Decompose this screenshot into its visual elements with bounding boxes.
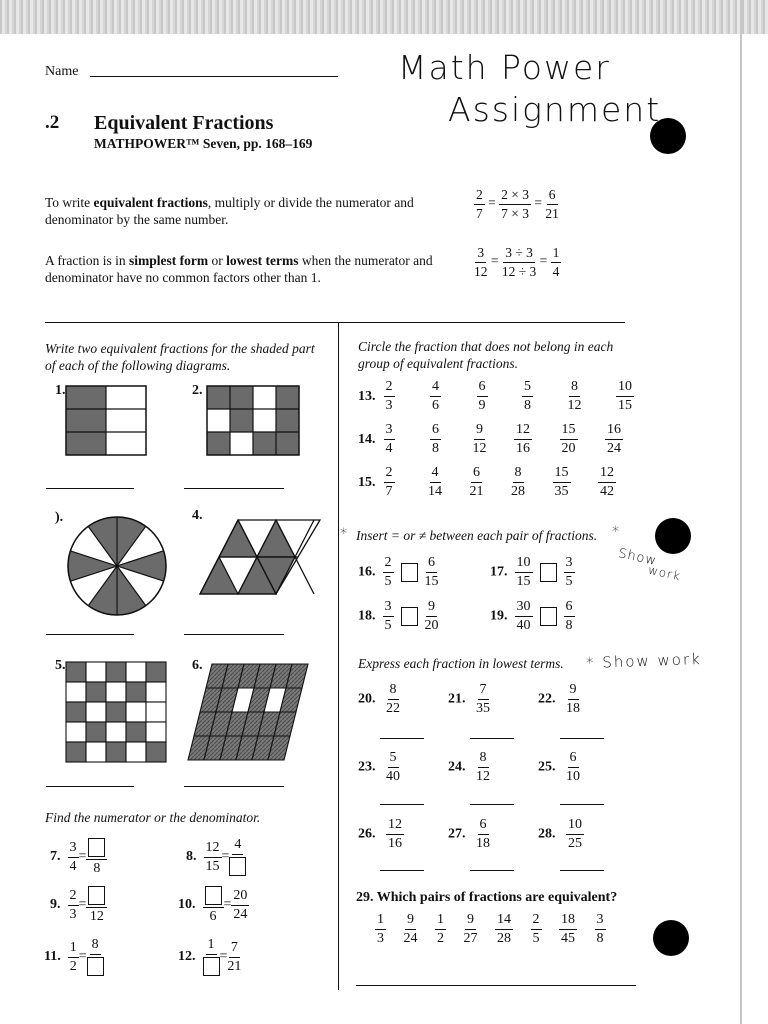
group-14: 14. $\frac{3}{4}$ $\frac{6}{8}$ $\frac{9}{12}$ $\frac{12}{16}$ $\frac{15}{20}$ $\frac{16}{24}$: [358, 422, 621, 456]
rule1-text: To write equivalent fractions, multiply or divide the numerator and denominator by the same number.: [45, 195, 414, 227]
diagram-3-circle: [67, 516, 167, 616]
answer-line-5[interactable]: [46, 786, 134, 787]
scan-right-edge: [740, 0, 742, 1024]
find-item-12: 12. 1 = $\frac{7}{21}$: [178, 938, 241, 976]
column-divider: [338, 322, 339, 990]
find-item-10: 10. 6 = $\frac{20}{24}$: [178, 887, 248, 924]
diagram-1-rectangle: [66, 386, 146, 456]
q29-fractions: $\frac{1}{3}$ $\frac{9}{24}$ $\frac{1}{2}$ $\frac{9}{27}$ $\frac{14}{28}$ $\frac{2}{5}$ $\frac{18}{45}$ $\frac{3}{8}$: [377, 912, 604, 946]
answer-line-21[interactable]: [470, 738, 514, 739]
punch-hole-bottom: [653, 920, 689, 956]
diagram-label-1: 1.: [55, 383, 66, 398]
lowest-item-25: 25. $\frac{6}{10}$: [538, 750, 580, 784]
relation-box-17[interactable]: [540, 563, 557, 582]
handwritten-title-line1: Math Power: [398, 48, 611, 87]
answer-line-23[interactable]: [380, 804, 424, 805]
find-item-11: 11. $\frac{1}{2}$ = 8: [44, 938, 104, 976]
answer-box-11[interactable]: [87, 957, 104, 976]
handwritten-show-work-3: * Show work: [585, 649, 703, 673]
name-label: Name: [45, 64, 79, 79]
answer-line-26[interactable]: [380, 870, 424, 871]
diagram-label-6: 6.: [192, 658, 203, 673]
punch-hole-middle: [655, 518, 691, 554]
pair-18: 18. $\frac{3}{5}$ $\frac{9}{20}$: [358, 599, 439, 633]
rule2-example: $\frac{3}{12}$ = $\frac{3 \div 3}{12 \div 3}$ = $\frac{1}{4}$: [474, 245, 560, 279]
pair-19: 19. $\frac{30}{40}$ $\frac{6}{8}$: [490, 599, 573, 633]
diagram-label-5: 5.: [55, 658, 66, 673]
lowest-item-20: 20. $\frac{8}{22}$: [358, 682, 400, 716]
answer-line-24[interactable]: [470, 804, 514, 805]
answer-box-12[interactable]: [203, 957, 220, 976]
answer-box-9[interactable]: [88, 886, 105, 905]
answer-box-8[interactable]: [229, 857, 246, 876]
instruction-circle-fraction: Circle the fraction that does not belong in each group of equivalent fractions.: [358, 339, 614, 371]
pair-16: 16. $\frac{2}{5}$ $\frac{6}{15}$: [358, 555, 439, 589]
answer-line-25[interactable]: [560, 804, 604, 805]
group-15: 15. $\frac{2}{7}$ $\frac{4}{14}$ $\frac{6}{21}$ $\frac{8}{28}$ $\frac{15}{35}$ $\frac{12}{42}$: [358, 465, 614, 499]
instruction-insert: Insert = or ≠ between each pair of fractions.: [356, 528, 598, 543]
question-29: 29. Which pairs of fractions are equivalent?: [356, 890, 618, 905]
find-item-7: 7. $\frac{3}{4}$ = 8: [50, 838, 107, 876]
relation-box-18[interactable]: [401, 607, 418, 626]
lowest-item-24: 24. $\frac{8}{12}$: [448, 750, 490, 784]
lowest-item-23: 23. $\frac{5}{40}$: [358, 750, 400, 784]
name-line[interactable]: [90, 76, 338, 77]
group-13: 13. $\frac{2}{3}$ $\frac{4}{6}$ $\frac{6}{9}$ $\frac{5}{8}$ $\frac{8}{12}$ $\frac{10}{15}$: [358, 379, 632, 413]
rule1-example: $\frac{2}{7}$ = $\frac{2 \times 3}{7 \times 3}$ = $\frac{6}{21}$: [476, 187, 559, 221]
answer-line-6[interactable]: [184, 786, 284, 787]
lowest-item-26: 26. $\frac{12}{16}$: [358, 817, 402, 851]
diagram-4-triangles: [186, 518, 322, 596]
handwritten-star-right: *: [612, 524, 621, 540]
instruction-find-numerator: Find the numerator or the denominator.: [45, 810, 261, 825]
answer-line-28[interactable]: [560, 870, 604, 871]
answer-line-4[interactable]: [184, 634, 284, 635]
instruction-lowest-terms: Express each fraction in lowest terms.: [358, 656, 564, 671]
find-item-9: 9. $\frac{2}{3}$ = 12: [50, 886, 107, 924]
answer-line-3[interactable]: [46, 634, 134, 635]
diagram-2-grid: [207, 386, 299, 458]
relation-box-19[interactable]: [540, 607, 557, 626]
answer-line-22[interactable]: [560, 738, 604, 739]
lesson-title: Equivalent Fractions: [94, 112, 274, 134]
rule2-text: A fraction is in simplest form or lowest terms when the numerator and denominator have no common factors other than 1.: [45, 253, 433, 285]
handwritten-show-work-1: Show: [616, 546, 659, 569]
handwritten-show-work-2: work: [646, 562, 683, 584]
diagram-label-4: 4.: [192, 508, 203, 523]
answer-line-1[interactable]: [46, 488, 134, 489]
lowest-item-22: 22. $\frac{9}{18}$: [538, 682, 580, 716]
answer-line-2[interactable]: [184, 488, 284, 489]
answer-line-20[interactable]: [380, 738, 424, 739]
diagram-6-slanted-grid: [190, 664, 312, 764]
lowest-item-28: 28. $\frac{10}{25}$: [538, 817, 582, 851]
diagram-label-2: 2.: [192, 383, 203, 398]
diagram-5-grid: [66, 662, 168, 764]
answer-box-10[interactable]: [205, 886, 222, 905]
answer-box-7[interactable]: [88, 838, 105, 857]
diagram-label-3: ).: [55, 510, 64, 525]
lesson-number: .2: [45, 112, 60, 133]
handwritten-title-line2: Assignment: [448, 90, 662, 129]
scan-top-border: [0, 0, 768, 34]
lesson-reference: MATHPOWER™ Seven, pp. 168–169: [94, 136, 313, 151]
find-item-8: 8. $\frac{12}{15}$ = 4: [186, 838, 246, 876]
lowest-item-21: 21. $\frac{7}{35}$: [448, 682, 490, 716]
answer-line-27[interactable]: [470, 870, 514, 871]
instruction-equivalent-diagrams: Write two equivalent fractions for the shaded part of each of the following diagrams.: [45, 341, 315, 373]
lowest-item-27: 27. $\frac{6}{18}$: [448, 817, 490, 851]
relation-box-16[interactable]: [401, 563, 418, 582]
pair-17: 17. $\frac{10}{15}$ $\frac{3}{5}$: [490, 555, 573, 589]
answer-line-29[interactable]: [356, 985, 636, 986]
section-divider: [45, 322, 625, 323]
handwritten-star-left: *: [340, 526, 349, 542]
